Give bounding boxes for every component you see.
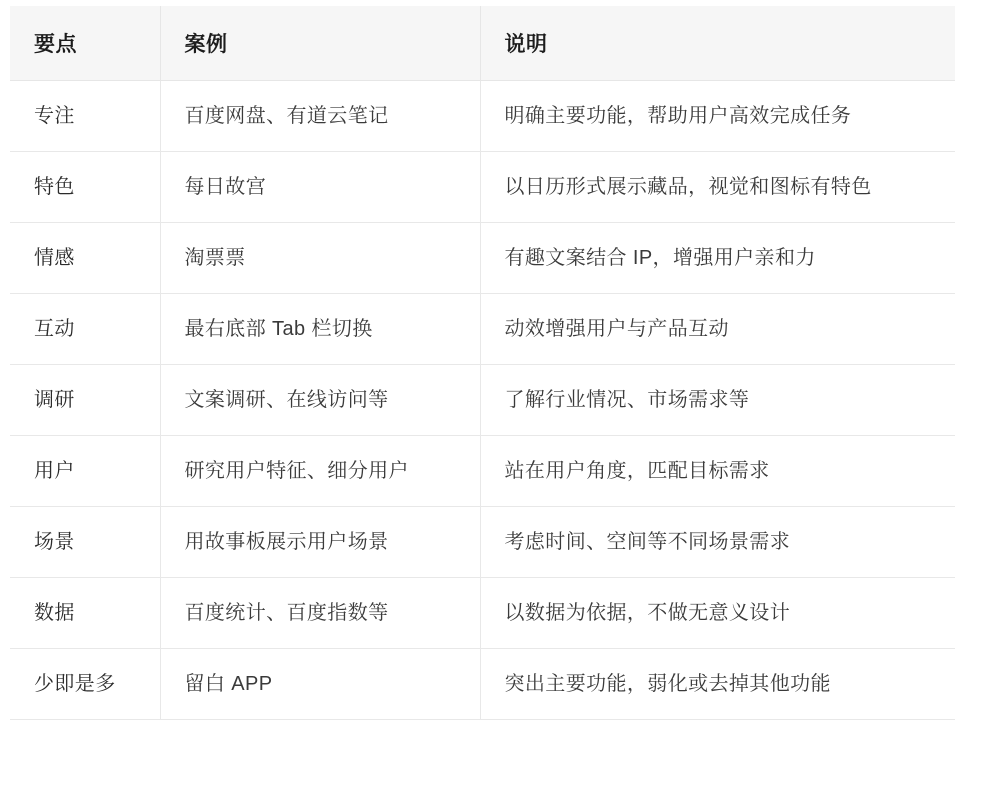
cell-key: 少即是多 [10, 649, 160, 720]
table-row [10, 578, 955, 649]
cell-description: 以数据为依据，不做无意义设计 [480, 578, 955, 649]
cell-description: 动效增强用户与产品互动 [480, 294, 955, 365]
cell-description: 了解行业情况、市场需求等 [480, 365, 955, 436]
cell-key: 专注 [10, 81, 160, 152]
cell-example: 研究用户特征、细分用户 [160, 436, 480, 507]
column-header-example: 案例 [160, 6, 480, 81]
cell-key: 特色 [10, 152, 160, 223]
cell-key: 互动 [10, 294, 160, 365]
cell-description: 以日历形式展示藏品，视觉和图标有特色 [480, 152, 955, 223]
table-row [10, 294, 955, 365]
column-header-key: 要点 [10, 6, 160, 81]
table-row [10, 365, 955, 436]
cell-example: 留白 APP [160, 649, 480, 720]
cell-example: 用故事板展示用户场景 [160, 507, 480, 578]
table-row [10, 507, 955, 578]
table-row [10, 152, 955, 223]
cell-example: 百度网盘、有道云笔记 [160, 81, 480, 152]
cell-key: 数据 [10, 578, 160, 649]
table-row [10, 223, 955, 294]
cell-description: 明确主要功能，帮助用户高效完成任务 [480, 81, 955, 152]
cell-key: 情感 [10, 223, 160, 294]
cell-key: 场景 [10, 507, 160, 578]
cell-example: 最右底部 Tab 栏切换 [160, 294, 480, 365]
table-header [10, 6, 955, 81]
cell-example: 淘票票 [160, 223, 480, 294]
cell-example: 每日故宫 [160, 152, 480, 223]
cell-description: 有趣文案结合 IP，增强用户亲和力 [480, 223, 955, 294]
table-body [10, 81, 955, 720]
cell-example: 文案调研、在线访问等 [160, 365, 480, 436]
cell-description: 站在用户角度，匹配目标需求 [480, 436, 955, 507]
column-header-description: 说明 [480, 6, 955, 81]
table-header-row [10, 6, 955, 81]
cell-key: 调研 [10, 365, 160, 436]
key-points-table [10, 6, 955, 720]
cell-description: 考虑时间、空间等不同场景需求 [480, 507, 955, 578]
table-row [10, 81, 955, 152]
cell-example: 百度统计、百度指数等 [160, 578, 480, 649]
table-row [10, 436, 955, 507]
cell-key: 用户 [10, 436, 160, 507]
cell-description: 突出主要功能，弱化或去掉其他功能 [480, 649, 955, 720]
table-row [10, 649, 955, 720]
